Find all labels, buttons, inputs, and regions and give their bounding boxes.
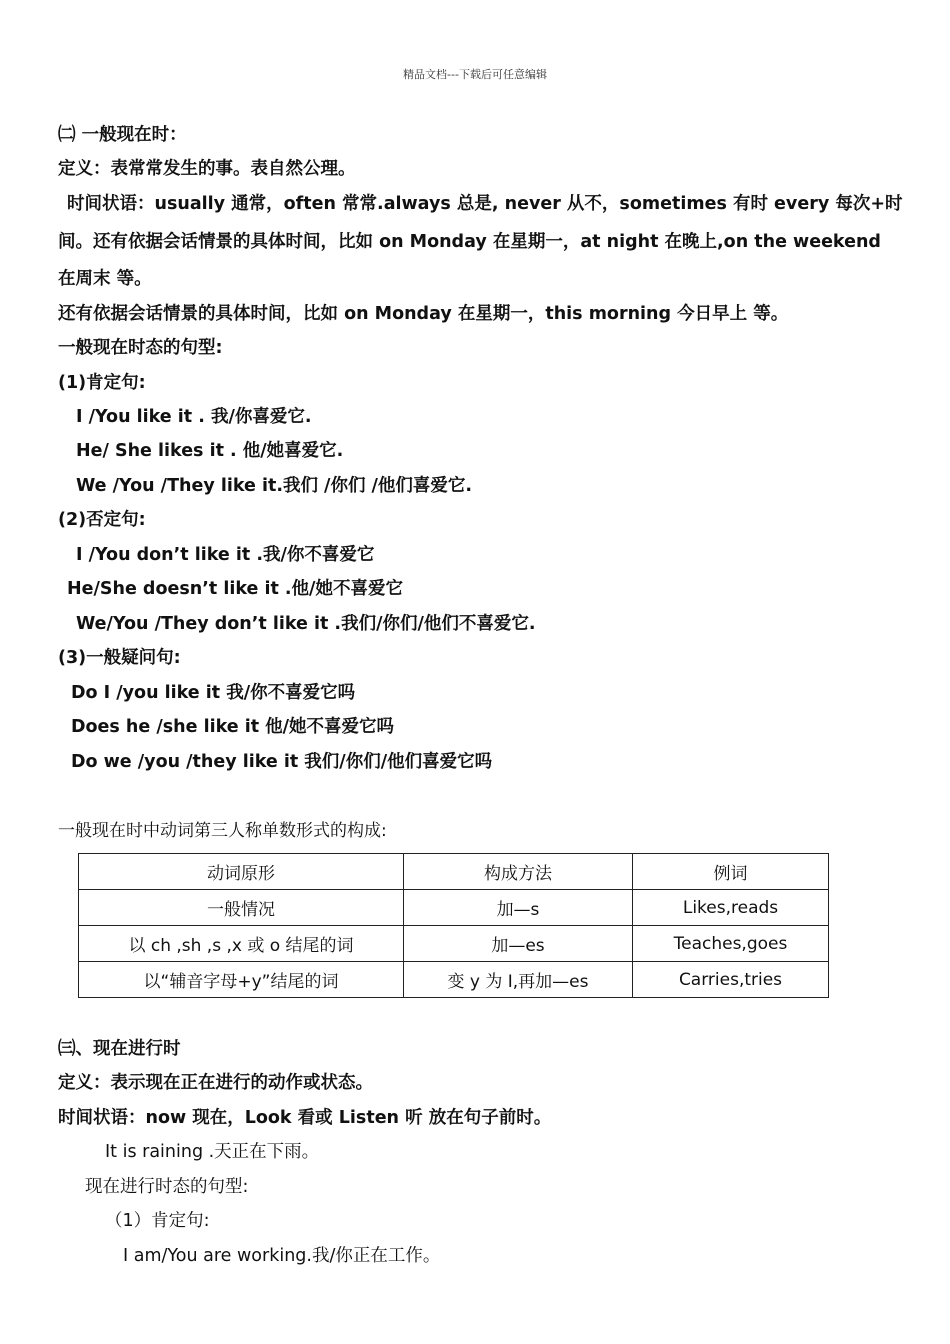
table-header-cell: 例词 [633,854,829,890]
section-heading-present-continuous: ㈢、现在进行时 [58,1039,181,1059]
table-cell: 以“辅音字母+y”结尾的词 [79,962,404,998]
table-cell: 以 ch ,sh ,s ,x 或 o 结尾的词 [79,926,404,962]
time-adverbials-line-3: 在周末 等。 [58,269,152,289]
affirmative-title: (1)肯定句: [58,373,146,393]
continuous-affirmative-example: I am/You are working.我/你正在工作。 [123,1246,441,1266]
continuous-patterns-title: 现在进行时态的句型: [85,1177,249,1197]
question-example: Do I /you like it 我/你不喜爱它吗 [71,683,356,703]
table-header-cell: 构成方法 [404,854,633,890]
negative-example: I /You don’t like it .我/你不喜爱它 [76,545,375,565]
table-row [79,926,829,962]
time-adverbials-extra: 还有依据会话情景的具体时间，比如 on Monday 在星期一，this morning 今日早上 等。 [58,304,789,324]
page-header: 精品文档---下载后可任意编辑 [403,68,547,81]
table-cell: Teaches,goes [633,926,829,962]
table-header-row [79,854,829,890]
time-adverbials-line-1: 时间状语：usually 通常，often 常常.always 总是, never 从不，sometimes 有时 every 每次+时 [67,194,903,214]
table-cell: Likes,reads [633,890,829,926]
table-row [79,962,829,998]
affirmative-example: I /You like it . 我/你喜爱它. [76,407,312,427]
patterns-title: 一般现在时态的句型: [58,338,223,358]
negative-title: (2)否定句: [58,510,146,530]
affirmative-example: He/ She likes it . 他/她喜爱它. [76,441,344,461]
definition-present-continuous: 定义：表示现在正在进行的动作或状态。 [58,1073,373,1093]
question-title: (3)一般疑问句: [58,648,181,668]
continuous-affirmative-title: （1）肯定句: [105,1211,210,1231]
time-adverbials-line-2: 间。还有依据会话情景的具体时间，比如 on Monday 在星期一，at night 在晚上,on the weekend [58,232,881,252]
time-adverbials-continuous: 时间状语：now 现在，Look 看或 Listen 听 放在句子前时。 [58,1108,552,1128]
affirmative-example: We /You /They like it.我们 /你们 /他们喜爱它. [76,476,473,496]
negative-example: He/She doesn’t like it .他/她不喜爱它 [67,579,403,599]
continuous-example: It is raining .天正在下雨。 [105,1142,320,1162]
negative-example: We/You /They don’t like it .我们/你们/他们不喜爱它. [76,614,536,634]
question-example: Do we /you /they like it 我们/你们/他们喜爱它吗 [71,752,493,772]
question-example: Does he /she like it 他/她不喜爱它吗 [71,717,395,737]
table-caption: 一般现在时中动词第三人称单数形式的构成: [58,821,387,841]
definition-present-simple: 定义：表常常发生的事。表自然公理。 [58,159,356,179]
table-cell: 加—es [404,926,633,962]
table-cell: Carries,tries [633,962,829,998]
table-header-cell: 动词原形 [79,854,404,890]
section-heading-present-simple: ㈡ 一般现在时： [58,125,187,145]
third-person-singular-table [78,853,829,998]
table-cell: 变 y 为 I,再加—es [404,962,633,998]
table-cell: 一般情况 [79,890,404,926]
table-cell: 加—s [404,890,633,926]
table-row [79,890,829,926]
